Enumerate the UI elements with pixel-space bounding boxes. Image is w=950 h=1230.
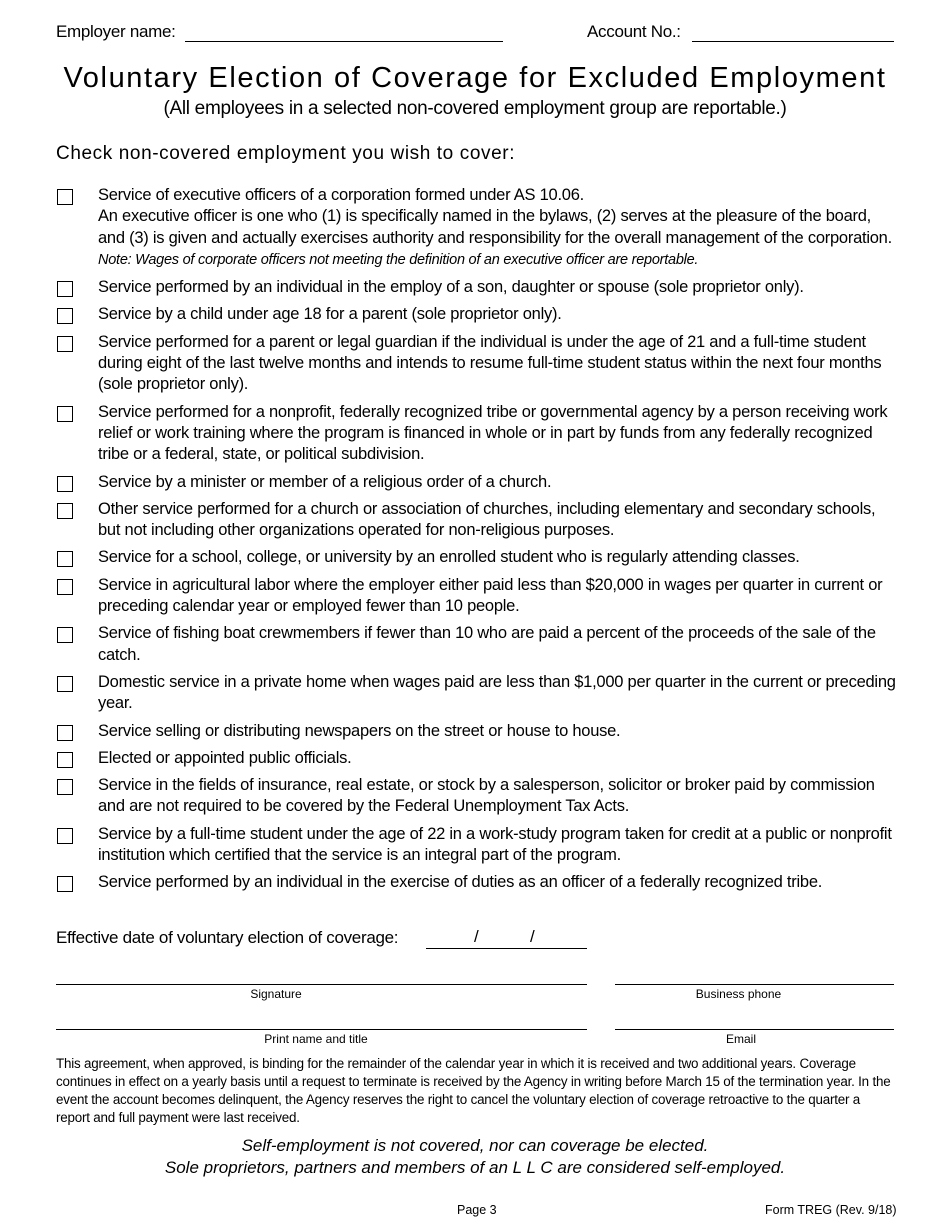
- coverage-option: [56, 185, 896, 271]
- coverage-option: [56, 824, 896, 867]
- business-phone-field[interactable]: [615, 984, 894, 985]
- employer-name-label: Employer name:: [56, 22, 176, 41]
- page-number: Page 3: [457, 1203, 497, 1217]
- coverage-option: [56, 304, 896, 325]
- coverage-option: [56, 672, 896, 715]
- coverage-option-text: Service by a full-time student under the age of 22 in a work-study program taken for credit at a public or nonprofit institution which certified that the service is an integral part of the program.: [98, 824, 892, 865]
- coverage-option: [56, 575, 896, 618]
- coverage-checkbox[interactable]: [57, 579, 73, 595]
- agreement-text: This agreement, when approved, is binding for the remainder of the calendar year in which it is received and two additional years. Coverage continues in effect on a yearly basis until a request to terminate is received by the Agency in writing before March 15 of the termination year. In the event the account becomes delinquent, the Agency reserves the right to cancel the voluntary election of coverage retroactive to the quarter a report and full payment were last received.: [56, 1056, 891, 1125]
- instruction-text: Check non-covered employment you wish to cover:: [56, 143, 516, 164]
- coverage-checkbox[interactable]: [57, 551, 73, 567]
- coverage-option-text: Service by a minister or member of a religious order of a church.: [98, 472, 552, 491]
- coverage-checkbox[interactable]: [57, 828, 73, 844]
- coverage-checkbox[interactable]: [57, 189, 73, 205]
- coverage-option-text: Service by a child under age 18 for a parent (sole proprietor only).: [98, 305, 562, 324]
- coverage-option-text: Service performed for a parent or legal guardian if the individual is under the age of 21 and a full-time student during eight of the last twelve months and intends to resume full-time student status within the next four months (sole proprietor only).: [98, 332, 882, 394]
- coverage-checkbox[interactable]: [57, 308, 73, 324]
- coverage-option-note: Note: Wages of corporate officers not meeting the definition of an executive officer are reportable.: [98, 251, 699, 268]
- coverage-option-text: Service performed by an individual in the employ of a son, daughter or spouse (sole proprietor only).: [98, 278, 804, 297]
- coverage-option: [56, 721, 896, 742]
- coverage-checkbox[interactable]: [57, 281, 73, 297]
- coverage-option-text: Service of executive officers of a corporation formed under AS 10.06. An executive officer is one who (1) is specifically named in the bylaws, (2) serves at the pleasure of the board, and (3) is given and actually exercises authority and responsibility for the overall management of the corporation.: [98, 186, 892, 247]
- coverage-checkbox[interactable]: [57, 779, 73, 795]
- coverage-option: [56, 499, 896, 542]
- coverage-checkbox[interactable]: [57, 503, 73, 519]
- print-name-label: Print name and title: [264, 1032, 368, 1046]
- print-name-field[interactable]: [56, 1029, 587, 1030]
- coverage-option: [56, 402, 896, 466]
- signature-field[interactable]: [56, 984, 587, 985]
- coverage-option: [56, 748, 896, 769]
- coverage-option-text: Service of fishing boat crewmembers if fewer than 10 who are paid a percent of the proceeds of the sale of the catch.: [98, 624, 876, 664]
- coverage-checklist: [56, 185, 896, 900]
- business-phone-label: Business phone: [695, 987, 782, 1001]
- coverage-option-text: Elected or appointed public officials.: [98, 748, 352, 767]
- coverage-checkbox[interactable]: [57, 336, 73, 352]
- account-number-label: Account No.:: [587, 22, 681, 41]
- employer-name-field[interactable]: [185, 41, 503, 42]
- coverage-option: [56, 277, 896, 298]
- coverage-option: [56, 775, 896, 818]
- page-title: Voluntary Election of Coverage for Excluded Employment: [63, 62, 887, 94]
- coverage-option: [56, 623, 896, 666]
- coverage-option-text: Service for a school, college, or university by an enrolled student who is regularly attending classes.: [98, 548, 800, 567]
- coverage-option-text: Service selling or distributing newspapers on the street or house to house.: [98, 721, 621, 740]
- coverage-option: [56, 332, 896, 396]
- coverage-option-text: Other service performed for a church or association of churches, including elementary and secondary schools, but not including other organizations operated for non-religious purposes.: [98, 499, 876, 540]
- coverage-option-text: Service performed for a nonprofit, federally recognized tribe or governmental agency by a person receiving work relief or work training where the program is financed in whole or in part by funds from any federally recognized tribe or a federal, state, or political subdivision.: [98, 402, 888, 464]
- coverage-option-text: Domestic service in a private home when wages paid are less than $1,000 per quarter in the current or preceding year.: [98, 672, 896, 713]
- coverage-option-text: Service in the fields of insurance, real estate, or stock by a salesperson, solicitor or broker paid by commission and are not required to be covered by the Federal Unemployment Tax Acts.: [98, 776, 875, 816]
- closing-line-1: Self-employment is not covered, nor can coverage be elected.: [241, 1136, 709, 1155]
- coverage-option-text: Service performed by an individual in the exercise of duties as an officer of a federally recognized tribe.: [98, 873, 823, 892]
- account-number-field[interactable]: [692, 41, 894, 42]
- form-number: Form TREG (Rev. 9/18): [765, 1203, 897, 1217]
- date-separator: /: [530, 927, 535, 946]
- coverage-checkbox[interactable]: [57, 752, 73, 768]
- coverage-checkbox[interactable]: [57, 406, 73, 422]
- coverage-checkbox[interactable]: [57, 627, 73, 643]
- coverage-option: [56, 472, 896, 493]
- coverage-checkbox[interactable]: [57, 725, 73, 741]
- coverage-checkbox[interactable]: [57, 476, 73, 492]
- coverage-option: [56, 547, 896, 568]
- email-field[interactable]: [615, 1029, 894, 1030]
- coverage-checkbox[interactable]: [57, 676, 73, 692]
- effective-date-field[interactable]: [426, 948, 587, 949]
- closing-line-2: Sole proprietors, partners and members of an L L C are considered self-employed.: [164, 1158, 786, 1177]
- date-separator: /: [474, 927, 479, 946]
- email-label: Email: [725, 1032, 756, 1046]
- coverage-option-text: Service in agricultural labor where the employer either paid less than $20,000 in wages per quarter in current or preceding calendar year or employed fewer than 10 people.: [98, 575, 883, 616]
- signature-label: Signature: [250, 987, 302, 1001]
- page-subtitle: (All employees in a selected non-covered employment group are reportable.): [163, 98, 787, 119]
- coverage-option: [56, 872, 896, 893]
- effective-date-label: Effective date of voluntary election of coverage:: [56, 928, 399, 947]
- coverage-checkbox[interactable]: [57, 876, 73, 892]
